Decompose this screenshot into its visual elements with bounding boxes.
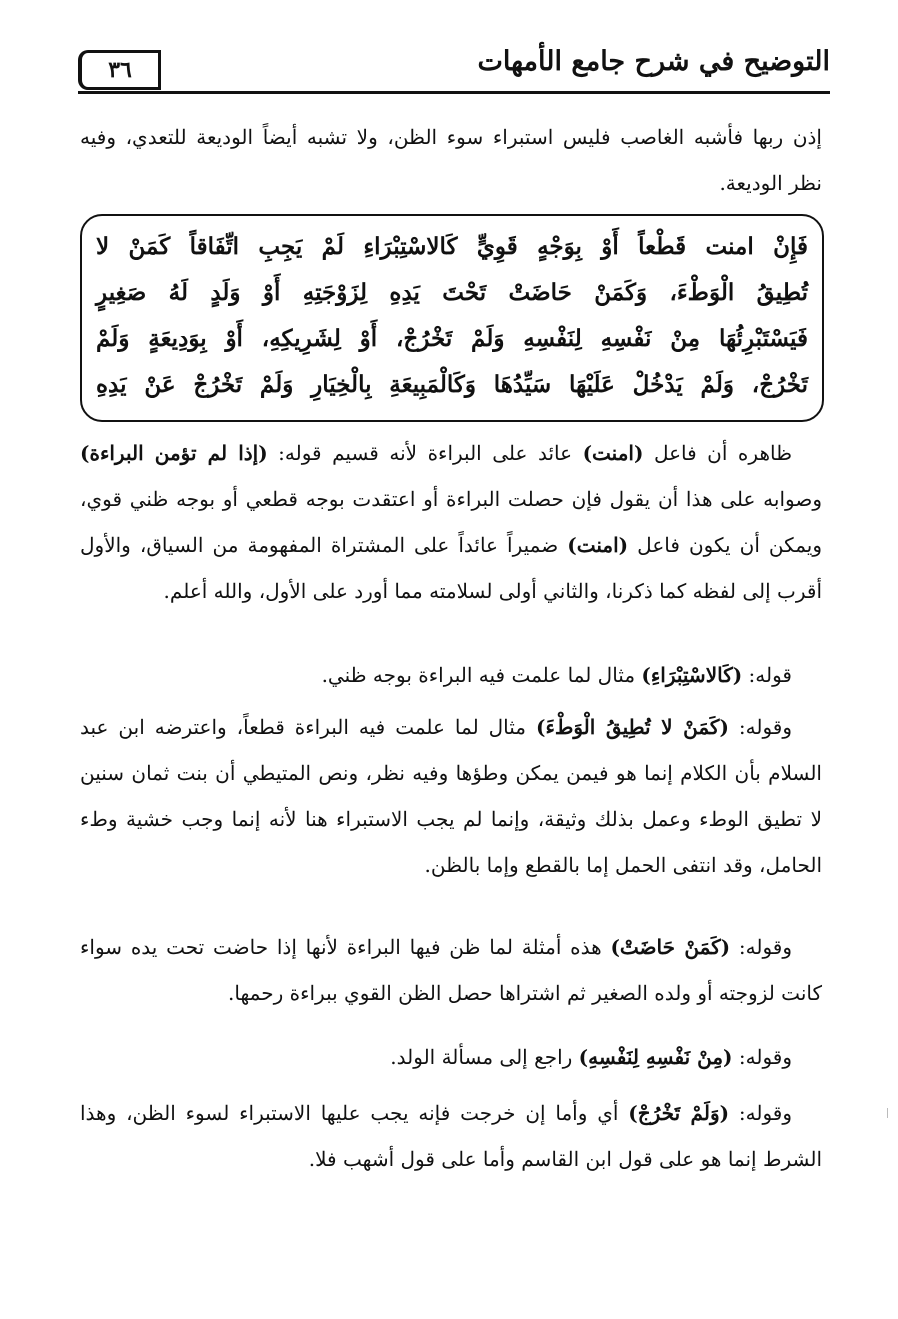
page-number-box: [78, 50, 161, 90]
quoted-term: (امنت): [582, 441, 644, 465]
page-header: [78, 40, 830, 96]
quoted-term: (وَلَمْ تَخْرُجْ): [628, 1101, 730, 1125]
commentary-paragraph-4: وقوله: (كَمَنْ حَاضَتْ) هذه أمثلة لما ظن فيها البراءة لأنها إذا حاضت تحت يده سواء كانت لزوجته أو ولده الصغير ثم اشتراها حصل الظن القوي ببراءة رحمها.: [80, 935, 822, 1005]
matn-line: فَيَسْتَبْرِئُهَا مِنْ نَفْسِهِ لِنَفْسِهِ وَلَمْ تَخْرُجْ، أَوْ لِشَرِيكِهِ، أَوْ بِوَدِيعَةٍ وَلَمْ: [96, 325, 808, 352]
commentary-paragraph-5: وقوله: (مِنْ نَفْسِهِ لِنَفْسِهِ) راجع إلى مسألة الولد.: [390, 1045, 792, 1069]
quoted-term: (كَالاسْتِبْرَاءِ): [641, 663, 743, 687]
commentary-paragraph-3: وقوله: (كَمَنْ لا تُطِيقُ الْوَطْءَ) مثال لما علمت فيه البراءة قطعاً، واعترضه ابن عبد السلام بأن الكلام إنما هو فيمن يمكن وطؤها وفيه نظر، ونص المتيطي أن بنت ثمان سنين لا تطيق الوطء وعمل بذلك وثيقة، وإنما لم يجب الاستبراء هنا لأنه إنما وجب خشية وطء الحامل، وقد انتفى الحمل إما بالقطع وإما بالظن.: [80, 715, 822, 877]
matn-line: تَخْرُجْ، وَلَمْ يَدْخُلْ عَلَيْهَا سَيِّدُهَا وَكَالْمَبِيعَةِ بِالْخِيَارِ وَلَمْ تَخْرُجْ عَنْ يَدِهِ: [96, 371, 808, 398]
quoted-term: (كَمَنْ لا تُطِيقُ الْوَطْءَ): [535, 715, 729, 739]
quoted-term: (كَمَنْ حَاضَتْ): [610, 935, 731, 959]
commentary-paragraph-1: ظاهره أن فاعل (امنت) عائد على البراءة لأنه قسيم قوله: (إذا لم تؤمن البراءة) وصوابه على هذا أن يقول فإن حصلت البراءة أو اعتقدت بوجه قطعي أو بوجه ظني قوي، ويمكن أن يكون فاعل (امنت) ضميراً عائداً على المشتراة المفهومة من السياق، والأول أقرب إلى لفظه كما ذكرنا، والثاني أولى لسلامته مما أورد على الأول، والله أعلم.: [80, 441, 822, 603]
quoted-term: (مِنْ نَفْسِهِ لِنَفْسِهِ): [578, 1045, 733, 1069]
margin-mark: [887, 1108, 888, 1118]
page-number: ٣٦: [108, 57, 132, 83]
quoted-term: (إذا لم تؤمن البراءة): [80, 441, 268, 465]
matn-box: [80, 214, 824, 422]
matn-line: فَإِنْ امنت قَطْعاً أَوْ بِوَجْهٍ قَوِيٍّ كَالاسْتِبْرَاءِ لَمْ يَجِبِ اتِّفَاقاً كَمَنْ لا: [96, 233, 808, 260]
intro-line-2: نظر الوديعة.: [719, 171, 822, 195]
matn-line: تُطِيقُ الْوَطْءَ، وَكَمَنْ حَاضَتْ تَحْتَ يَدِهِ لِزَوْجَتِهِ أَوْ وَلَدٍ لَهُ صَغِيرٍ: [96, 279, 808, 306]
quoted-term: (امنت): [567, 533, 629, 557]
intro-line-1: إذن ربها فأشبه الغاصب فليس استبراء سوء الظن، ولا تشبه أيضاً الوديعة للتعدي، وفيه: [80, 125, 822, 149]
commentary-paragraph-6: وقوله: (وَلَمْ تَخْرُجْ) أي وأما إن خرجت فإنه يجب عليها الاستبراء لسوء الظن، وهذا الشرط إنما هو على قول ابن القاسم وأما على قول أشهب فلا.: [80, 1101, 822, 1171]
commentary-paragraph-2: قوله: (كَالاسْتِبْرَاءِ) مثال لما علمت فيه البراءة بوجه ظني.: [321, 663, 792, 687]
header-rule: [78, 91, 830, 94]
running-title: التوضيح في شرح جامع الأمهات: [477, 46, 830, 77]
